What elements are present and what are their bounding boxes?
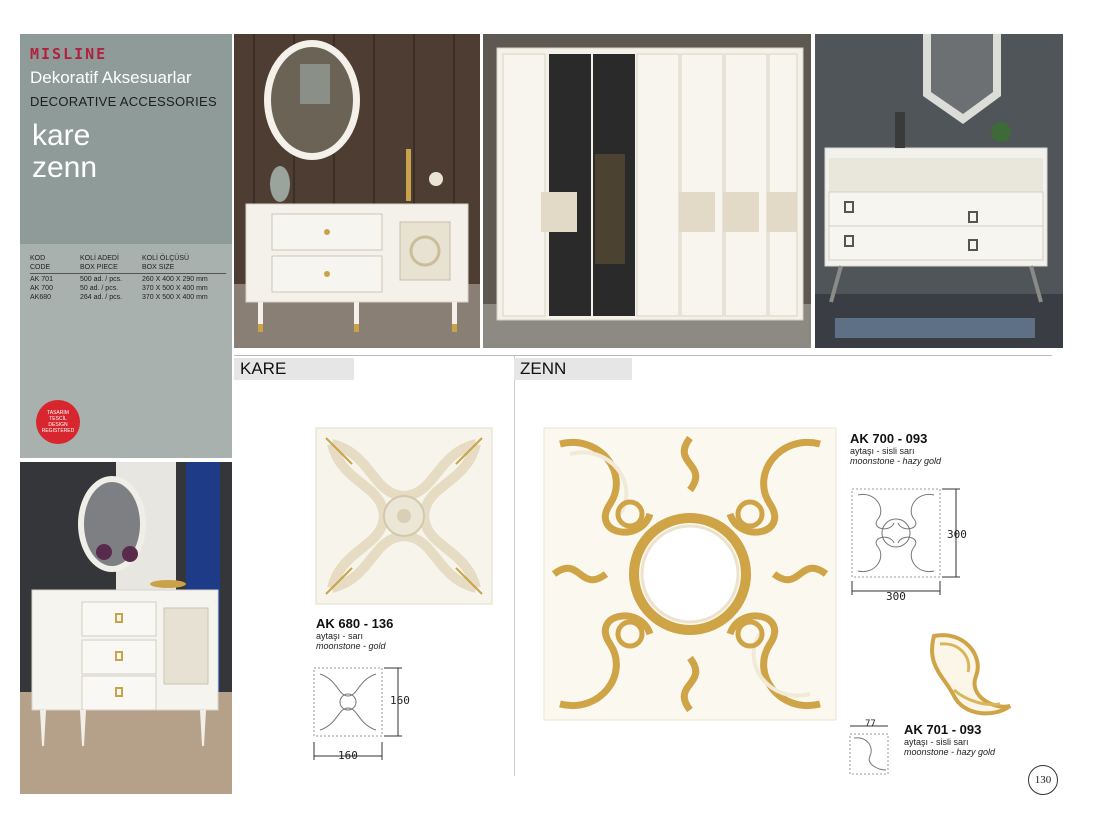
ak680-width-label: 160: [338, 749, 358, 762]
zenn-chest-illustration: [815, 34, 1063, 348]
ornament-ak700-image: [540, 424, 840, 724]
col-size-tr: KOLİ ÖLÇÜSÜ: [142, 255, 190, 262]
ak701-dimension-sketch: [848, 722, 892, 778]
product-color-tr: aytaşı - sarı: [316, 631, 364, 641]
kare-console-illustration: [234, 34, 480, 348]
ak701-size-label: 77: [865, 719, 876, 729]
photo-zenn-chest: [815, 34, 1063, 348]
spec-table-header: [30, 254, 226, 274]
kare-dresser-illustration: [20, 462, 232, 794]
product-ak700: [850, 431, 941, 466]
page-title-tr: Dekoratif Aksesuarlar: [30, 68, 192, 87]
col-piece-en: BOX PIECE: [80, 264, 118, 271]
product-color-en: moonstone - hazy gold: [850, 456, 942, 466]
photo-kare-dresser: [20, 462, 232, 794]
product-color-tr: aytaşı - sisli sarı: [904, 737, 969, 747]
photo-zenn-wardrobe: [483, 34, 811, 348]
zenn-wardrobe-illustration: [483, 34, 811, 348]
product-code: AK 701 - 093: [904, 722, 982, 737]
product-color-tr: aytaşı - sisli sarı: [850, 446, 915, 456]
page-number: 130: [1028, 765, 1058, 795]
table-row: AK 701 500 ad. / pcs. 260 X 400 X 290 mm: [30, 276, 208, 283]
col-size-en: BOX SIZE: [142, 264, 175, 271]
ornament-ak701-image: [924, 626, 1016, 720]
table-row: AK 700 50 ad. / pcs. 370 X 500 X 400 mm: [30, 285, 208, 292]
page-title-en: DECORATIVE ACCESSORIES: [30, 94, 217, 109]
ak680-height-label: 160: [390, 694, 410, 707]
ak700-height-label: 300: [947, 528, 967, 541]
section-title-zenn: ZENN: [514, 358, 632, 380]
col-piece-tr: KOLİ ADEDİ: [80, 255, 119, 262]
table-row: AK680 264 ad. / pcs. 370 X 500 X 400 mm: [30, 294, 208, 301]
section-divider-vertical: [514, 356, 515, 776]
product-ak701: [904, 722, 995, 757]
ornament-ak680-image: [312, 424, 496, 608]
series-name-zenn: zenn: [32, 151, 98, 184]
product-code: AK 680 - 136: [316, 616, 394, 631]
series-name-kare: kare: [32, 119, 91, 152]
photo-kare-console: [234, 34, 480, 348]
ak680-dimension-sketch: [312, 666, 422, 762]
section-divider-horizontal: [234, 355, 1052, 356]
ak700-dimension-sketch: [850, 487, 962, 597]
design-registered-badge: TASARIM TESCİL DESIGN REGISTERED: [36, 400, 80, 444]
product-ak680: [316, 616, 393, 651]
spec-table: [30, 254, 226, 302]
section-title-kare: KARE: [234, 358, 354, 380]
col-code-tr: KOD: [30, 255, 46, 262]
product-color-en: moonstone - hazy gold: [904, 747, 996, 757]
product-color-en: moonstone - gold: [316, 641, 386, 651]
product-code: AK 700 - 093: [850, 431, 928, 446]
brand-logo: MISLINE: [30, 45, 108, 63]
col-code-en: CODE: [30, 264, 51, 271]
ak700-width-label: 300: [886, 590, 906, 603]
